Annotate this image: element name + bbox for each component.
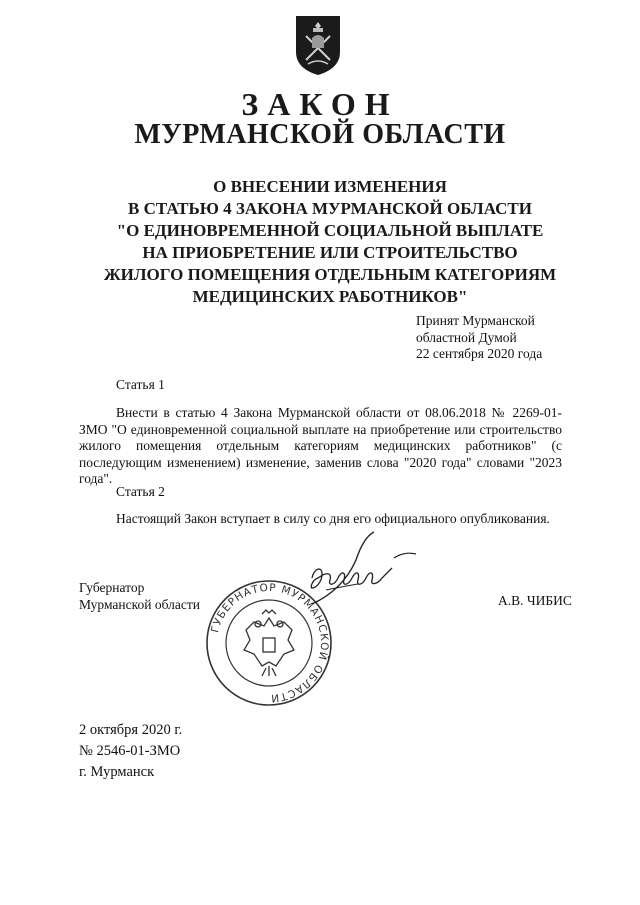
signatory-name: А.В. ЧИБИС [498,593,572,608]
subtitle-line: "О ЕДИНОВРЕМЕННОЙ СОЦИАЛЬНОЙ ВЫПЛАТЕ [116,221,544,240]
law-subject-title [60,176,600,308]
signatory-position [79,580,200,613]
subtitle-line: ЖИЛОГО ПОМЕЩЕНИЯ ОТДЕЛЬНЫМ КАТЕГОРИЯМ [103,265,557,284]
signing-date: 2 октября 2020 г. [79,722,183,738]
signatory-position-line: Губернатор [79,580,145,595]
law-registration-block [79,720,182,783]
signatory-position-line: Мурманской области [79,596,200,612]
subtitle-line: О ВНЕСЕНИИ ИЗМЕНЕНИЯ [213,177,447,196]
article-2-heading: Статья 2 [116,484,165,499]
subtitle-line: НА ПРИОБРЕТЕНИЕ ИЛИ СТРОИТЕЛЬСТВО [142,243,518,262]
article-1-heading: Статья 1 [116,377,165,392]
signing-city: г. Мурманск [79,764,155,780]
coat-of-arms-icon [294,14,342,76]
adoption-line: Принят Мурманской [416,313,535,328]
article-2-text: Настоящий Закон вступает в силу со дня его официального опубликования. [116,511,550,526]
law-number: № 2546-01-ЗМО [79,743,181,759]
law-title: ЗАКОН [241,86,399,122]
adoption-line: областной Думой [416,329,517,345]
adoption-note [416,313,542,363]
article-1-text [79,405,562,488]
subtitle-line: МЕДИЦИНСКИХ РАБОТНИКОВ" [192,287,468,306]
seal-text: ГУБЕРНАТОР МУРМАНСКОЙ ОБЛАСТИ [209,581,331,705]
article-1-body: Внести в статью 4 Закона Мурманской области от 08.06.2018 № 2269-01-ЗМО "О единовременной социальной выплате на приобретение или строительство жилого помещения отдельным категориям медицинских работников" (с последующим изменением) изменение, заменив слова "2020 года" словами "2023 года". [79,405,562,486]
adoption-date: 22 сентября 2020 года [416,346,543,361]
subtitle-line: В СТАТЬЮ 4 ЗАКОНА МУРМАНСКОЙ ОБЛАСТИ [128,199,532,218]
handwritten-signature-icon [282,528,422,608]
law-region-title: МУРМАНСКОЙ ОБЛАСТИ [134,119,506,150]
